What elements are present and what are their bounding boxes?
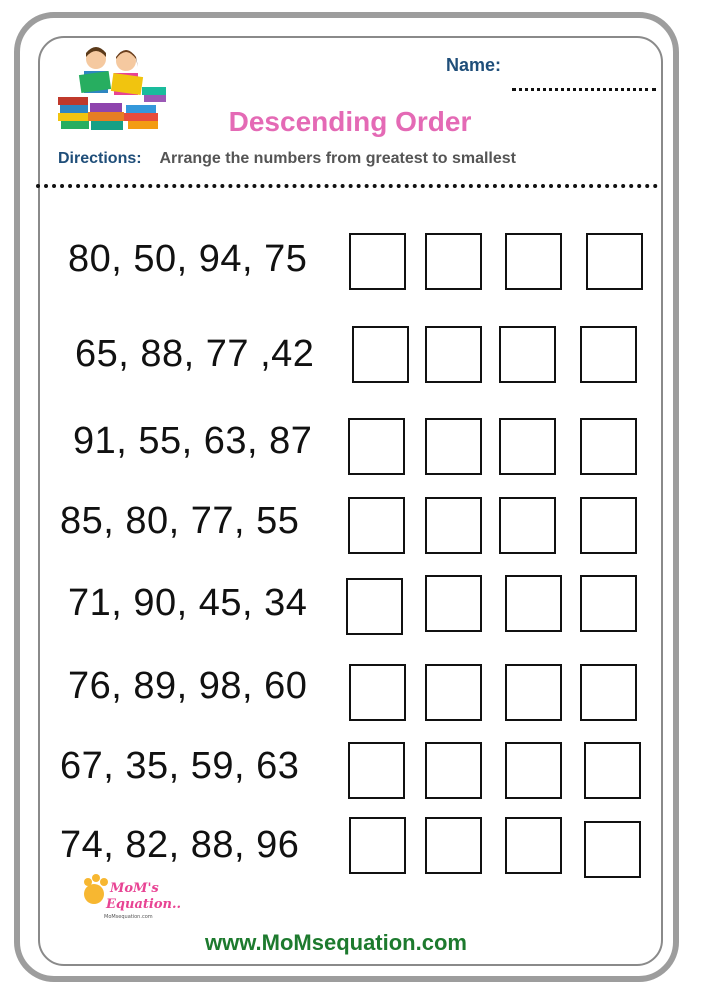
answer-box[interactable] (584, 742, 641, 799)
answer-box[interactable] (580, 497, 637, 554)
directions-text: Arrange the numbers from greatest to smallest (159, 150, 516, 167)
answer-box[interactable] (425, 326, 482, 383)
answer-box[interactable] (425, 418, 482, 475)
name-line (512, 88, 656, 91)
row-numbers-1: 80, 50, 94, 75 (68, 238, 308, 280)
answer-box[interactable] (505, 575, 562, 632)
answer-box[interactable] (425, 817, 482, 874)
separator-line (36, 184, 658, 188)
directions-label: Directions: (58, 150, 142, 167)
row-numbers-7: 67, 35, 59, 63 (60, 745, 300, 787)
answer-box[interactable] (580, 326, 637, 383)
answer-box[interactable] (505, 817, 562, 874)
answer-box[interactable] (352, 326, 409, 383)
answer-box[interactable] (425, 575, 482, 632)
answer-box[interactable] (425, 233, 482, 290)
row-numbers-5: 71, 90, 45, 34 (68, 582, 308, 624)
kids-reading-illustration (56, 45, 171, 135)
page-title: Descending Order (228, 106, 472, 137)
row-numbers-2: 65, 88, 77 ,42 (75, 333, 315, 375)
answer-box[interactable] (580, 575, 637, 632)
answer-box[interactable] (584, 821, 641, 878)
answer-box[interactable] (505, 233, 562, 290)
answer-box[interactable] (425, 664, 482, 721)
answer-box[interactable] (499, 497, 556, 554)
answer-box[interactable] (348, 742, 405, 799)
answer-box[interactable] (346, 578, 403, 635)
brand-logo (80, 872, 200, 927)
logo-small-text: MoMsequation.com (104, 914, 153, 920)
answer-box[interactable] (425, 497, 482, 554)
answer-box[interactable] (348, 418, 405, 475)
name-label: Name: (446, 55, 502, 75)
row-numbers-4: 85, 80, 77, 55 (60, 500, 300, 542)
answer-box[interactable] (349, 233, 406, 290)
answer-box[interactable] (580, 664, 637, 721)
row-numbers-6: 76, 89, 98, 60 (68, 665, 308, 707)
answer-box[interactable] (499, 326, 556, 383)
answer-box[interactable] (499, 418, 556, 475)
website-link[interactable]: www.MoMsequation.com (205, 930, 467, 955)
logo-line1: MoM's (110, 881, 159, 896)
directions (58, 150, 516, 168)
answer-box[interactable] (425, 742, 482, 799)
answer-box[interactable] (505, 664, 562, 721)
answer-box[interactable] (348, 497, 405, 554)
answer-box[interactable] (349, 817, 406, 874)
answer-box[interactable] (586, 233, 643, 290)
logo-line2: Equation.. (106, 897, 181, 912)
answer-box[interactable] (505, 742, 562, 799)
answer-box[interactable] (349, 664, 406, 721)
row-numbers-8: 74, 82, 88, 96 (60, 824, 300, 866)
row-numbers-3: 91, 55, 63, 87 (73, 420, 313, 462)
answer-box[interactable] (580, 418, 637, 475)
